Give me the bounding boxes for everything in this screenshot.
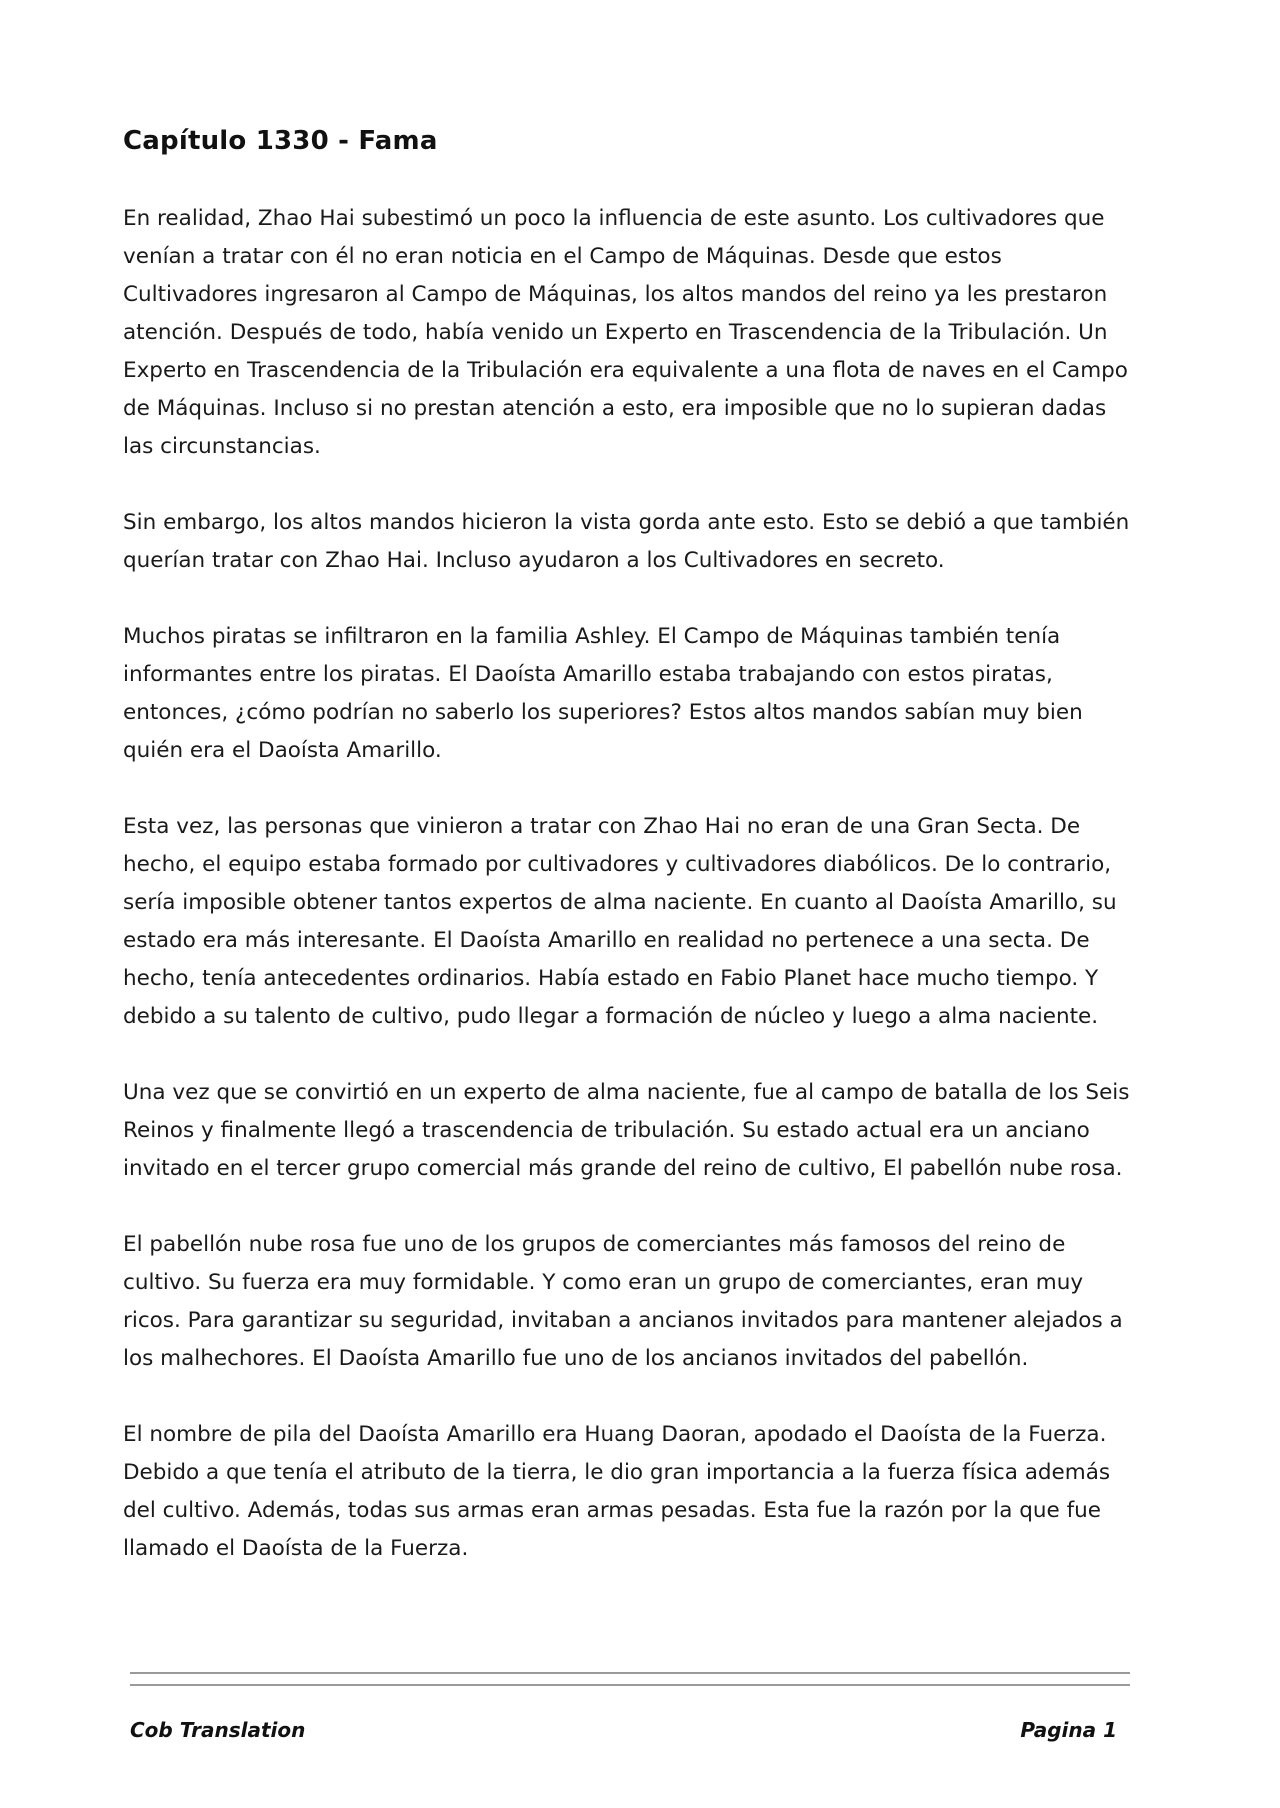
paragraph-3: Muchos piratas se infiltraron en la familia Ashley. El Campo de Máquinas también tenía informantes entre los piratas. El Daoísta Amarillo estaba trabajando con estos piratas, entonces, ¿cómo podrían no saberlo los superiores? Estos altos mandos sabían muy bien quién era el Daoísta Amarillo. xyxy=(123,624,1083,763)
footer-divider-top xyxy=(130,1672,1130,1674)
paragraph-6: El pabellón nube rosa fue uno de los grupos de comerciantes más famosos del reino de cultivo. Su fuerza era muy formidable. Y como eran un grupo de comerciantes, eran muy ricos. Para garantizar su seguridad, invitaban a ancianos invitados para mantener alejados a los malhechores. El Daoísta Amarillo fue uno de los ancianos invitados del pabellón. xyxy=(123,1232,1123,1371)
paragraph-2: Sin embargo, los altos mandos hicieron la vista gorda ante esto. Esto se debió a que también querían tratar con Zhao Hai. Incluso ayudaron a los Cultivadores en secreto. xyxy=(123,510,1130,573)
footer-divider-bottom xyxy=(130,1684,1130,1686)
paragraph-5: Una vez que se convirtió en un experto de alma naciente, fue al campo de batalla de los Seis Reinos y finalmente llegó a trascendencia de tribulación. Su estado actual era un anciano invitado en el tercer grupo comercial más grande del reino de cultivo, El pabellón nube rosa. xyxy=(123,1080,1130,1181)
footer-page-number: Pagina 1 xyxy=(1020,1718,1117,1742)
paragraph-7: El nombre de pila del Daoísta Amarillo era Huang Daoran, apodado el Daoísta de la Fuerza. Debido a que tenía el atributo de la tierra, le dio gran importancia a la fuerza física además del cultivo. Además, todas sus armas eran armas pesadas. Esta fue la razón por la que fue llamado el Daoísta de la Fuerza. xyxy=(123,1422,1111,1561)
footer-translator-credit: Cob Translation xyxy=(130,1718,306,1742)
paragraph-4: Esta vez, las personas que vinieron a tratar con Zhao Hai no eran de una Gran Secta. De hecho, el equipo estaba formado por cultivadores y cultivadores diabólicos. De lo contrario, sería imposible obtener tantos expertos de alma naciente. En cuanto al Daoísta Amarillo, su estado era más interesante. El Daoísta Amarillo en realidad no pertenece a una secta. De hecho, tenía antecedentes ordinarios. Había estado en Fabio Planet hace mucho tiempo. Y debido a su talento de cultivo, pudo llegar a formación de núcleo y luego a alma naciente. xyxy=(123,814,1117,1029)
paragraph-1: En realidad, Zhao Hai subestimó un poco la influencia de este asunto. Los cultivadores que venían a tratar con él no eran noticia en el Campo de Máquinas. Desde que estos Cultivadores ingresaron al Campo de Máquinas, los altos mandos del reino ya les prestaron atención. Después de todo, había venido un Experto en Trascendencia de la Tribulación. Un Experto en Trascendencia de la Tribulación era equivalente a una flota de naves en el Campo de Máquinas. Incluso si no prestan atención a esto, era imposible que no lo supieran dadas las circunstancias. xyxy=(123,206,1128,459)
chapter-title: Capítulo 1330 - Fama xyxy=(123,126,438,156)
chapter-body xyxy=(123,200,1143,1606)
